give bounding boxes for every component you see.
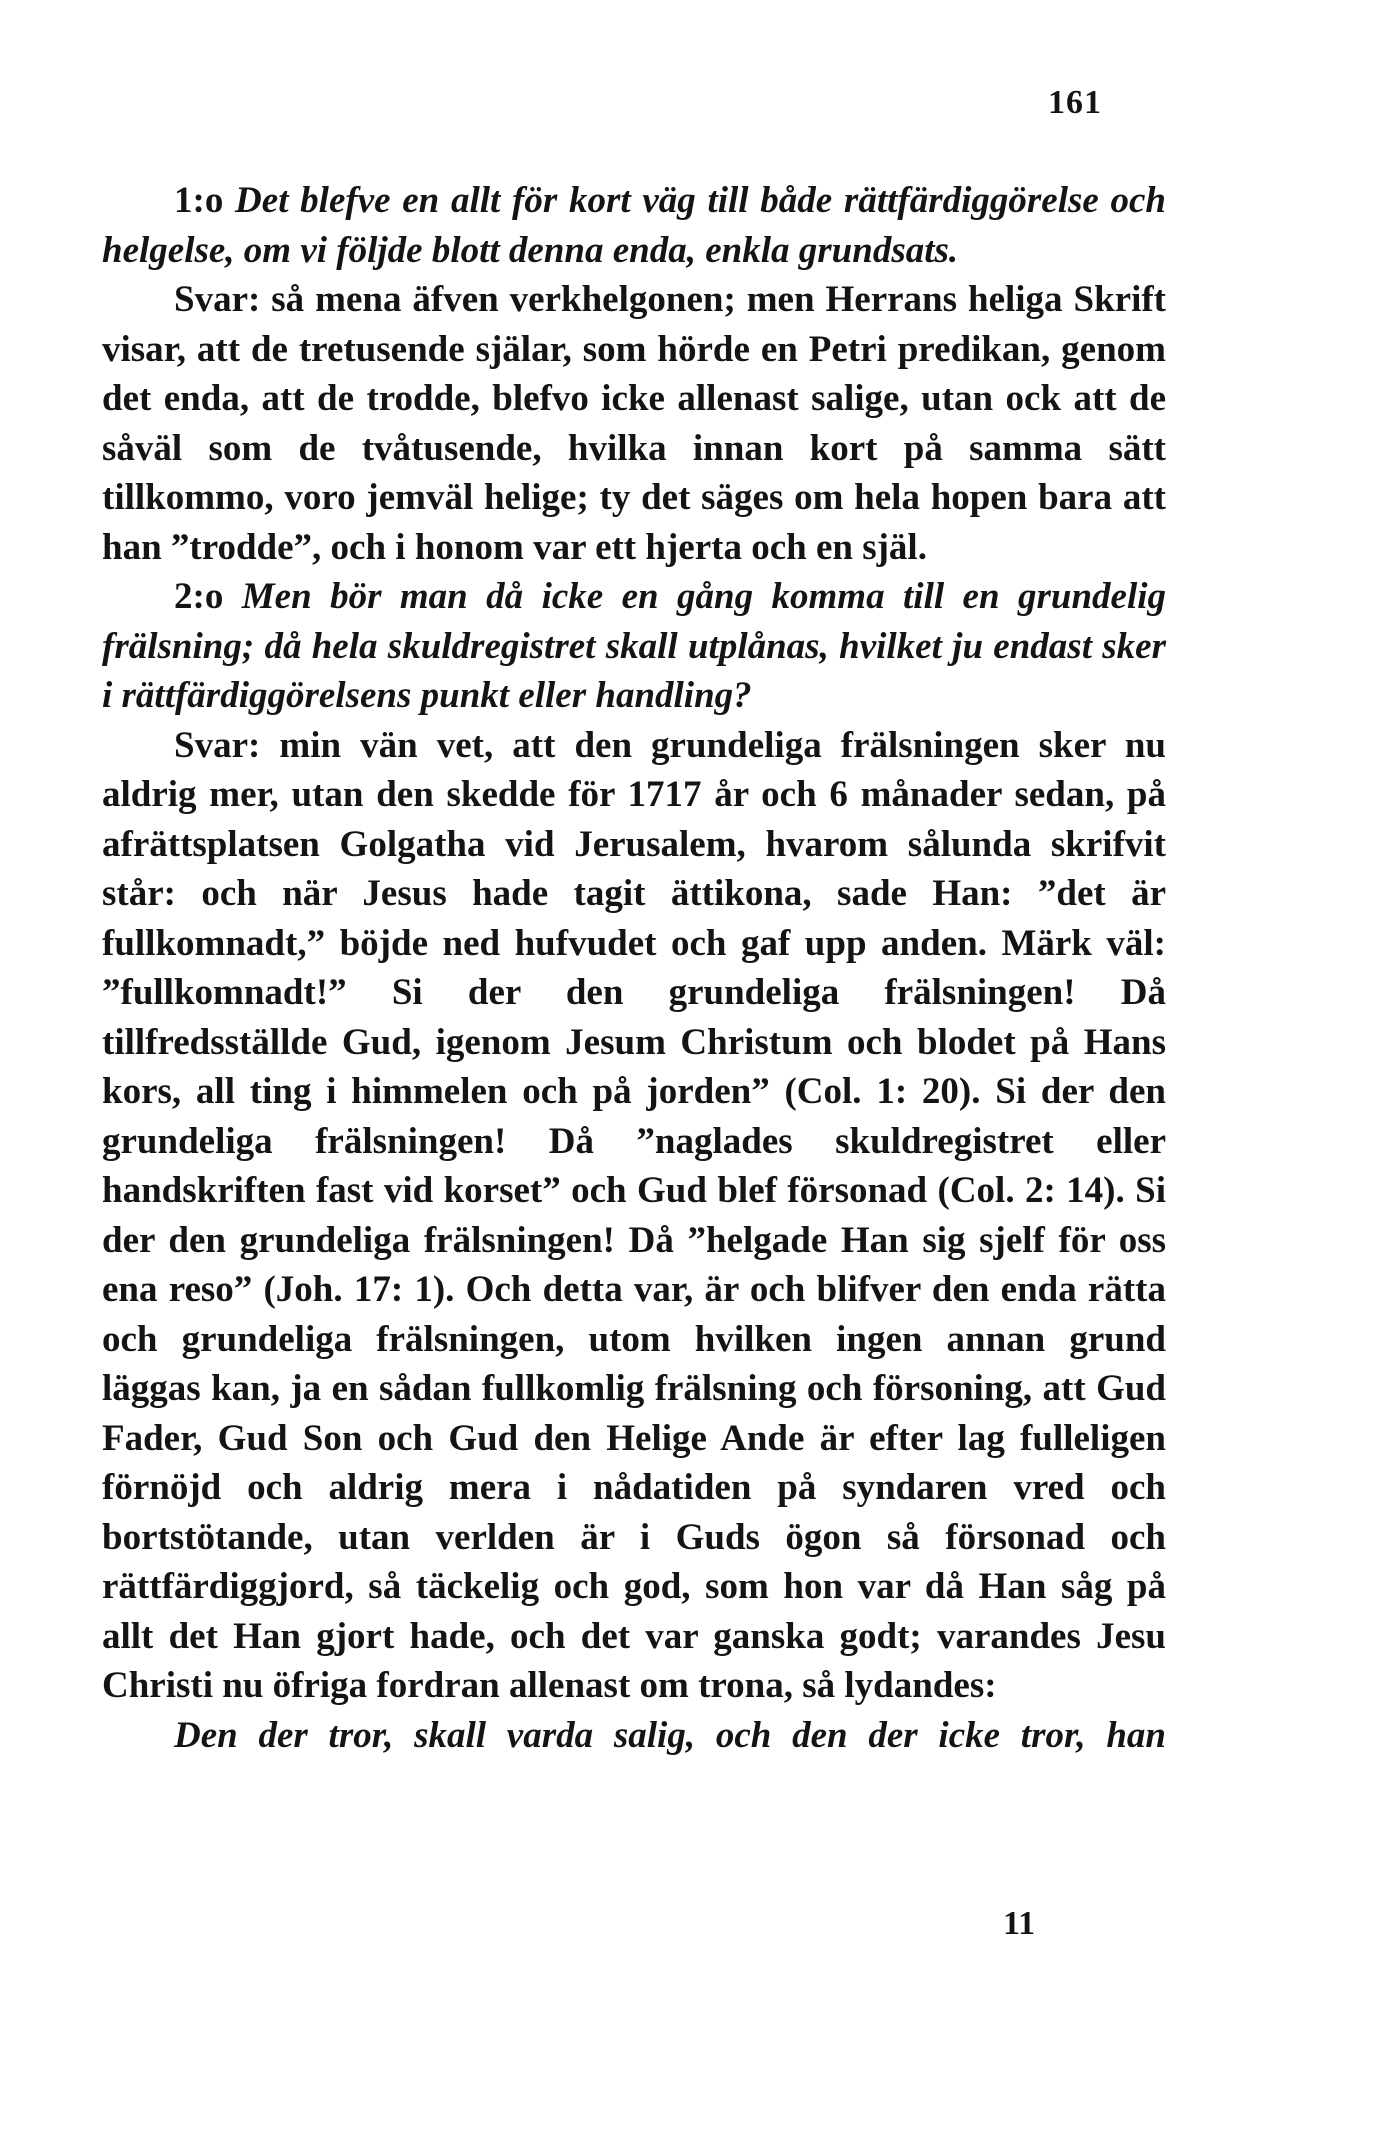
answer-label: Svar:	[174, 279, 261, 320]
signature-mark: 11	[1003, 1905, 1036, 1942]
paragraph-question-1	[102, 176, 1166, 275]
answer-text: så mena äfven verkhelgonen; men Herrans heliga Skrift visar, att de tretusende själar, som hörde en Petri predikan, genom det enda, att de trodde, blefvo icke allenast salige, utan ock att de såväl som de tvåtusende, hvilka innan kort på samma sätt tillkommo, voro jemväl helige; ty det säges om hela hopen bara att han ”trodde”, och i honom var ett hjerta och en själ.	[102, 279, 1166, 568]
question-label: 1:o	[174, 180, 224, 221]
question-text: Men bör man då icke en gång komma till en grundelig frälsning; då hela skuldregistret skall utplånas, hvilket ju endast sker i rättfärdiggörelsens punkt eller handling?	[102, 576, 1166, 716]
paragraph-answer-2	[102, 721, 1166, 1711]
quote-text: Den der tror, skall varda salig, och den der icke tror, han	[174, 1714, 1166, 1756]
answer-text: min vän vet, att den grundeliga frälsningen sker nu aldrig mer, utan den skedde för 1717 år och 6 månader sedan, på afrättsplatsen Golgatha vid Jerusalem, hvarom sålunda skrifvit står: och när Jesus hade tagit ättikona, sade Han: ”det är fullkomnadt,” böjde ned hufvudet och gaf upp anden. Märk väl: ”fullkomnadt!” Si der den grundeliga frälsningen! Då tillfredsställde Gud, igenom Jesum Christum och blodet på Hans kors, all ting i himmelen och på jorden” (Col. 1: 20). Si der den grundeliga frälsningen! Då ”naglades skuldregistret eller handskriften fast vid korset” och Gud blef försonad (Col. 2: 14). Si der den grundeliga frälsningen! Då ”helgade Han sig sjelf för oss ena reso” (Joh. 17: 1). Och detta var, är och blifver den enda rätta och grundeliga frälsningen, utom hvilken ingen annan grund läggas kan, ja en sådan fullkomlig frälsning och försoning, att Gud Fader, Gud Son och Gud den Helige Ande är efter lag fulleligen förnöjd och aldrig mera i nådatiden på syndaren vred och bortstötande, utan verlden är i Guds ögon så försonad och rättfärdiggjord, så täckelig och god, som hon var då Han såg på allt det Han gjort hade, och det var ganska godt; varandes Jesu Christi nu öfriga fordran allenast om trona, så lydandes:	[102, 724, 1166, 1706]
question-label: 2:o	[174, 576, 224, 617]
question-text: Det blefve en allt för kort väg till både rättfärdiggörelse och helgelse, om vi följde blott denna enda, enkla grundsats.	[102, 180, 1167, 271]
body-text	[102, 176, 1166, 1760]
paragraph-quote	[102, 1711, 1166, 1761]
paragraph-question-2	[102, 572, 1166, 721]
paragraph-answer-1	[102, 275, 1166, 572]
page-number: 161	[1048, 84, 1102, 121]
answer-label: Svar:	[174, 724, 261, 766]
